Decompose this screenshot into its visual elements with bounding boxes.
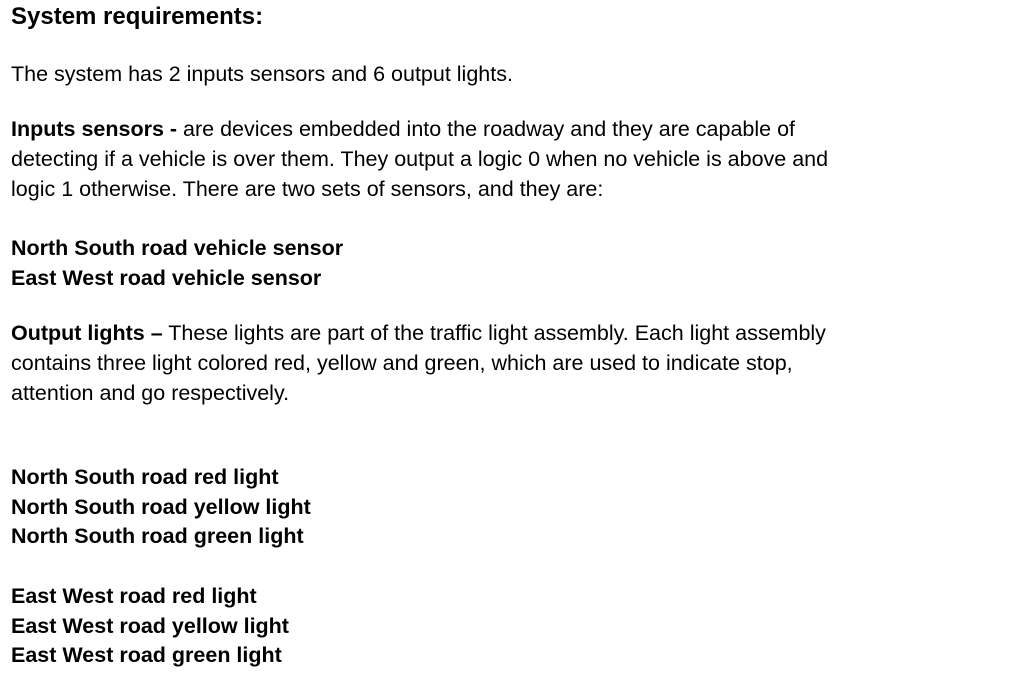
ns-light-list xyxy=(11,463,311,552)
outputs-text-1: These lights are part of the traffic light assembly. Each light assembly xyxy=(162,321,826,345)
sensor-list xyxy=(11,234,343,293)
section-heading: System requirements: xyxy=(11,3,264,30)
list-item-sensor: East West road vehicle sensor xyxy=(11,265,322,290)
inputs-line-3: logic 1 otherwise. There are two sets of sensors, and they are: xyxy=(11,177,604,201)
inputs-paragraph xyxy=(11,114,828,204)
inputs-term: Inputs sensors - xyxy=(11,117,178,141)
outputs-line-1 xyxy=(11,318,826,348)
list-item-sensor: North South road vehicle sensor xyxy=(11,236,344,260)
list-item-ns-light: North South road yellow light xyxy=(11,494,311,519)
outputs-line-3: attention and go respectively. xyxy=(11,381,290,405)
outputs-paragraph xyxy=(11,318,826,408)
list-item-ns-light: North South road green light xyxy=(11,524,304,548)
list-item-ew-light: East West road yellow light xyxy=(11,613,289,638)
list-item-ew-light: East West road red light xyxy=(11,584,257,608)
intro-paragraph: The system has 2 inputs sensors and 6 output lights. xyxy=(11,62,513,86)
list-item-ns-light: North South road red light xyxy=(11,465,279,489)
outputs-line-2: contains three light colored red, yellow and green, which are used to indicate stop, xyxy=(11,351,793,375)
inputs-text-1: are devices embedded into the roadway and they are capable of xyxy=(177,117,795,141)
inputs-line-2: detecting if a vehicle is over them. They output a logic 0 when no vehicle is above and xyxy=(11,147,829,171)
outputs-term: Output lights – xyxy=(11,321,163,345)
ew-light-list xyxy=(11,582,289,671)
list-item-ew-light: East West road green light xyxy=(11,643,282,667)
inputs-line-1 xyxy=(11,114,828,144)
